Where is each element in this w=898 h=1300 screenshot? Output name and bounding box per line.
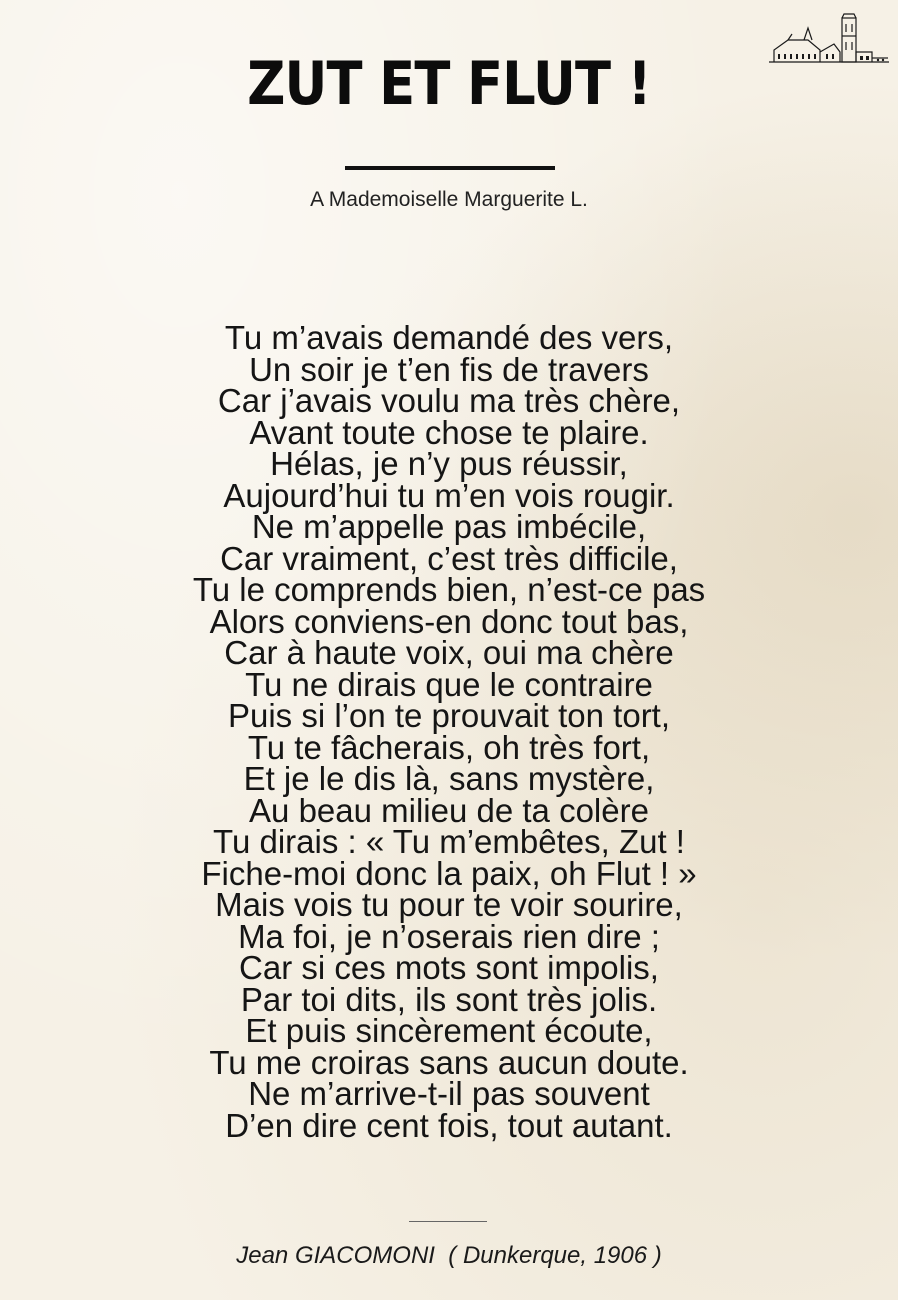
poem-line: Hélas, je n’y pus réussir, — [270, 445, 628, 482]
poem-line: Un soir je t’en fis de travers — [249, 350, 649, 388]
poem-line: Alors conviens-en donc tout bas, — [209, 602, 689, 640]
poem-line: Tu me croiras sans aucun doute. — [209, 1043, 689, 1081]
poem-line: Puis si l’on te prouvait ton tort, — [227, 697, 671, 734]
poem-line: D’en dire cent fois, tout autant. — [225, 1106, 673, 1144]
poem-line: Tu le comprends bien, n’est-ce pas — [192, 571, 706, 608]
poem-line: Tu m’avais demandé des vers, — [224, 319, 674, 356]
poem-line: Avant toute chose te plaire. — [249, 413, 649, 451]
poem-line: Au beau milieu de ta colère — [249, 791, 649, 829]
poem-title: ZUT ET FLUT ! — [247, 49, 651, 119]
poem-line: Car j’avais voulu ma très chère, — [217, 382, 681, 419]
dedication: A Mademoiselle Marguerite L. — [310, 188, 588, 211]
poem-line: Tu ne dirais que le contraire — [245, 665, 653, 703]
poem-line: Car si ces mots sont impolis, — [239, 949, 659, 986]
title-divider — [345, 166, 555, 170]
signature: Jean GIACOMONI ( Dunkerque, 1906 ) — [236, 1242, 662, 1269]
poem-body — [0, 319, 898, 1144]
poem-line: Tu dirais : « Tu m’embêtes, Zut ! — [213, 823, 685, 860]
poem-line: Ne m’arrive-t-il pas souvent — [248, 1075, 650, 1112]
poem-line: Tu te fâcherais, oh très fort, — [247, 728, 651, 766]
poem-line: Et je le dis là, sans mystère, — [243, 760, 655, 797]
poem-line: Car vraiment, c’est très difficile, — [220, 539, 678, 577]
poem-line: Car à haute voix, oui ma chère — [224, 634, 674, 671]
poem-line: Mais vois tu pour te voir sourire, — [215, 886, 683, 923]
poem-line: Et puis sincèrement écoute, — [245, 1012, 653, 1049]
poem-line: Par toi dits, ils sont très jolis. — [240, 980, 658, 1018]
poem-line: Fiche-moi donc la paix, oh Flut ! » — [201, 854, 697, 892]
signature-divider — [409, 1221, 487, 1222]
poem-line: Ma foi, je n’oserais rien dire ; — [238, 917, 660, 955]
poem-line: Aujourd’hui tu m’en vois rougir. — [223, 476, 675, 514]
poem-line: Ne m’appelle pas imbécile, — [251, 508, 647, 545]
